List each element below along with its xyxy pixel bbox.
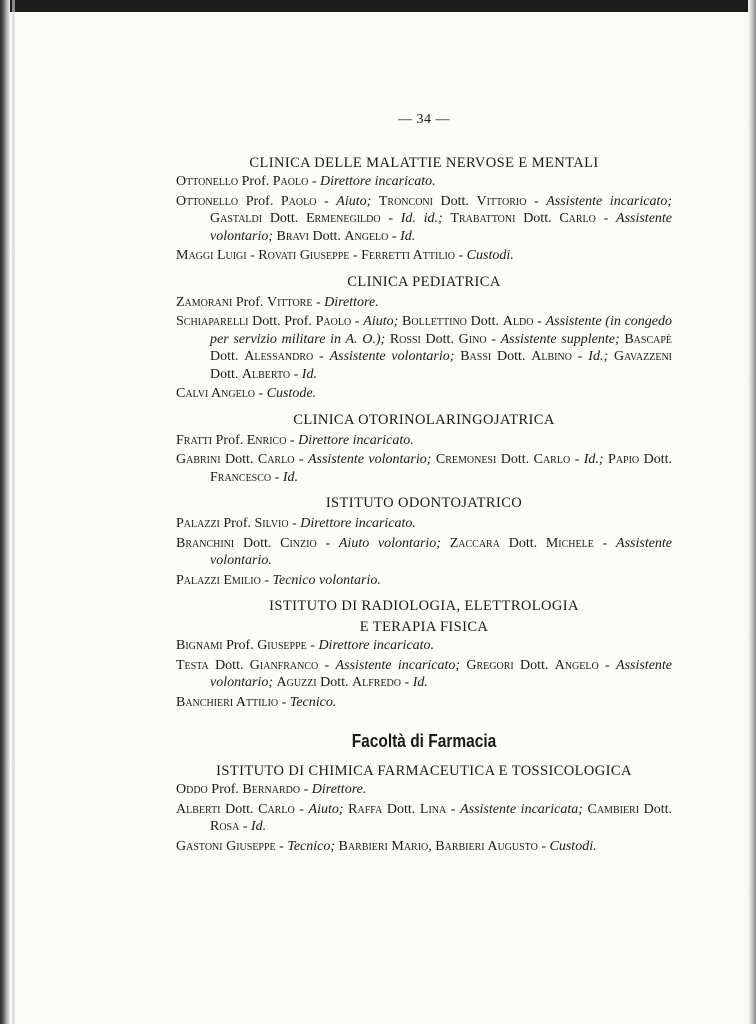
plain-text: - (255, 386, 267, 401)
role-text: Assistente (in congedo per servizio militare in A. O.); (210, 314, 672, 347)
role-text: Id. id.; (400, 211, 443, 226)
plain-text: - (246, 248, 259, 263)
scan-left-shadow (12, 0, 15, 1024)
role-text: Assistente volontario; (210, 211, 673, 244)
role-text: Aiuto; (363, 314, 399, 329)
person-name: Carlo (533, 452, 571, 467)
person-name: Carlo (258, 801, 295, 817)
role-text: Direttore incaricato. (320, 174, 436, 189)
person-name: Paolo (280, 193, 317, 209)
plain-text: - (380, 211, 401, 226)
person-name: Giuseppe (257, 638, 307, 653)
role-text: Id. (282, 469, 298, 485)
plain-text: - (446, 801, 461, 817)
plain-text (441, 536, 450, 551)
person-name: Alberti (176, 801, 221, 817)
staff-entry (176, 781, 672, 799)
person-name: Silvio (254, 516, 289, 531)
plain-text: Dott. (262, 211, 306, 226)
person-name: Paolo (315, 314, 352, 329)
role-text: Assistente incaricato; (546, 193, 673, 209)
plain-text: - (316, 193, 337, 209)
scan-right-edge (748, 0, 756, 1024)
person-name: Barbieri Augusto (435, 838, 538, 854)
role-text: Id.; (588, 349, 609, 364)
staff-entry (176, 535, 672, 570)
person-name: Cremonesi (435, 452, 497, 467)
staff-entry (176, 515, 672, 533)
person-name: Ermenegildo (305, 211, 381, 226)
plain-text: - (316, 535, 339, 551)
plain-text: - (455, 248, 467, 263)
plain-text: Dott. (496, 452, 534, 467)
person-name: Gastoni Giuseppe (176, 838, 276, 854)
role-text: Id.; (583, 452, 604, 467)
person-name: Alberto (241, 366, 291, 382)
plain-text: Dott. (316, 675, 352, 690)
person-name: Banchieri Attilio (176, 694, 279, 710)
plain-text: Prof. (232, 294, 267, 310)
plain-text: - (533, 314, 546, 329)
person-name: Bernardo (242, 782, 301, 797)
section (176, 411, 672, 487)
person-name: Papio (608, 452, 640, 467)
plain-text: Dott. (382, 801, 420, 817)
person-name: Bravi (276, 228, 309, 244)
plain-text: Dott. (309, 228, 345, 244)
person-name: Schiaparelli (176, 314, 249, 329)
plain-text: - (308, 174, 320, 189)
section (176, 494, 672, 589)
person-name: Bollettino (402, 314, 467, 329)
person-name: Rovati Giuseppe (258, 248, 350, 263)
person-name: Lina (419, 801, 447, 817)
person-name: Carlo (559, 211, 596, 226)
person-name: Gregori (466, 657, 514, 673)
staff-entry (176, 572, 672, 590)
plain-text: - (275, 838, 288, 854)
role-text: Assistente volontario; (329, 349, 455, 364)
section-heading: ISTITUTO DI CHIMICA FARMACEUTICA E TOSSICOLOGICA (216, 763, 632, 779)
plain-text: Dott. (639, 452, 672, 467)
person-name: Vittorio (476, 193, 527, 209)
role-text: Aiuto volontario; (338, 535, 441, 551)
plain-text: Dott. (208, 657, 250, 673)
section-heading: CLINICA OTORINOLARINGOJATRICA (293, 411, 555, 428)
staff-entry (176, 385, 672, 403)
person-name: Rossi (389, 331, 421, 347)
plain-text: - (294, 452, 308, 467)
person-name: Cambieri (587, 801, 640, 817)
plain-text: - (593, 535, 617, 551)
plain-text: Dott. (220, 801, 259, 817)
person-name: Albino (531, 349, 572, 364)
role-text: Direttore. (324, 294, 379, 310)
role-text: Id. (251, 819, 267, 834)
plain-text: Dott. (466, 314, 503, 329)
role-text: Assistente incaricato; (335, 657, 461, 673)
plain-text: Dott. (432, 193, 477, 209)
role-text: Id. (400, 228, 416, 244)
person-name: Paolo (272, 174, 309, 189)
faculty-heading: Facoltà di Farmacia (351, 731, 497, 751)
plain-text: - (598, 657, 617, 673)
plain-text: - (571, 349, 589, 364)
plain-text: Dott. Prof. (248, 314, 316, 329)
section (176, 273, 672, 403)
plain-text: - (286, 432, 299, 448)
person-name: Angelo (344, 228, 389, 244)
plain-text: - (294, 801, 309, 817)
section (176, 597, 672, 711)
staff-entry (176, 193, 672, 246)
staff-entry (176, 637, 672, 655)
document-page (176, 112, 672, 861)
role-text: Direttore. (311, 782, 367, 797)
farmacia-section-container (176, 762, 672, 855)
staff-entry (176, 313, 672, 383)
person-name: Branchini (176, 535, 235, 551)
role-text: Assistente incaricata; (460, 801, 583, 817)
staff-entry (176, 694, 672, 712)
person-name: Ottonello (176, 174, 239, 189)
scan-top-border (0, 0, 756, 12)
person-name: Alfredo (352, 675, 402, 690)
staff-entry (176, 247, 672, 265)
person-name: Raffa (348, 801, 383, 817)
plain-text: Prof. (219, 516, 255, 531)
person-name: Gianfranco (249, 657, 319, 673)
person-name: Vittore (266, 294, 313, 310)
role-text: Tecnico; (287, 838, 336, 854)
role-text: Id. (301, 366, 317, 382)
staff-entry (176, 173, 672, 191)
role-text: Direttore incaricato. (318, 638, 435, 653)
role-text: Assistente volontario. (210, 535, 673, 568)
person-name: Palazzi (176, 516, 220, 531)
person-name: Calvi Angelo (176, 386, 256, 401)
role-text: Id. (412, 675, 428, 690)
plain-text: Dott. (234, 535, 281, 551)
person-name: Angelo (554, 657, 599, 673)
person-name: Oddo (176, 782, 208, 797)
person-name: Zamorani (176, 294, 233, 310)
staff-entry (176, 451, 672, 486)
person-name: Gastaldi (210, 211, 263, 226)
person-name: Gavazzeni (613, 349, 673, 364)
plain-text: Dott. (639, 801, 673, 817)
plain-text: Prof. (212, 432, 247, 448)
plain-text: - (290, 366, 302, 382)
role-text: Assistente volontario; (210, 657, 673, 690)
person-name: Michele (545, 535, 594, 551)
plain-text: Dott. (420, 331, 459, 347)
role-text: Assistente supplente; (500, 331, 620, 347)
role-text: Tecnico volontario. (272, 572, 381, 588)
section-heading: ISTITUTO DI RADIOLOGIA, ELETTROLOGIA (269, 598, 579, 614)
person-name: Bascapè (624, 331, 673, 347)
person-name: Cinzio (280, 535, 317, 551)
plain-text: - (288, 516, 301, 531)
role-text: Direttore incaricato. (300, 516, 416, 531)
person-name: Bassi (460, 349, 492, 364)
plain-text: - (306, 638, 319, 653)
person-name: Gino (458, 331, 487, 347)
plain-text: - (300, 782, 312, 797)
plain-text: - (278, 694, 290, 710)
plain-text: Prof. (238, 174, 273, 189)
person-name: Gabrini (176, 452, 221, 467)
person-name: Aldo (502, 314, 534, 329)
person-name: Maggi Luigi (176, 248, 247, 263)
person-name: Trabattoni (450, 211, 516, 226)
plain-text: - (537, 838, 550, 854)
plain-text: Dott. (220, 452, 258, 467)
plain-text: Dott. (210, 349, 245, 364)
section-heading: ISTITUTO ODONTOJATRICO (325, 495, 523, 511)
person-name: Zaccara (449, 535, 500, 551)
person-name: Palazzi Emilio (176, 572, 261, 588)
plain-text: - (313, 349, 330, 364)
plain-text: Dott. (499, 535, 546, 551)
plain-text: Dott. (513, 657, 555, 673)
plain-text: Dott. (491, 349, 532, 364)
section (176, 154, 672, 265)
plain-text: - (388, 228, 401, 244)
plain-text (371, 194, 379, 209)
role-text: Custodi. (466, 248, 514, 263)
sections-container (176, 154, 672, 711)
staff-entry (176, 432, 672, 450)
plain-text: - (239, 819, 252, 834)
plain-text: - (349, 248, 362, 263)
person-name: Ottonello (176, 193, 239, 209)
role-text: Custodi. (549, 838, 597, 854)
person-name: Enrico (246, 432, 287, 448)
section (176, 762, 672, 855)
plain-text: Dott. (515, 211, 560, 226)
person-name: Barbieri Mario (338, 838, 429, 854)
plain-text: - (351, 314, 364, 329)
plain-text: - (486, 331, 501, 347)
section-heading: E TERAPIA FISICA (359, 619, 489, 635)
scan-left-binding-edge (0, 0, 10, 1024)
plain-text: - (401, 675, 413, 690)
staff-entry (176, 657, 672, 692)
section-heading: CLINICA DELLE MALATTIE NERVOSE E MENTALI (249, 155, 599, 171)
plain-text: - (570, 452, 584, 467)
person-name: Testa (176, 657, 209, 673)
plain-text: - (526, 193, 547, 209)
staff-entry (176, 294, 672, 312)
role-text: Direttore incaricato. (298, 432, 414, 448)
role-text: Assistente volontario; (307, 452, 432, 467)
plain-text: - (312, 294, 325, 310)
plain-text: Prof. (207, 782, 243, 797)
role-text: Aiuto; (336, 193, 372, 209)
person-name: Rosa (210, 819, 240, 834)
plain-text: , (428, 838, 436, 854)
plain-text: - (318, 657, 336, 673)
plain-text: Dott. (210, 366, 242, 382)
plain-text: - (271, 469, 283, 485)
staff-entry (176, 838, 672, 856)
plain-text: - (260, 572, 273, 588)
staff-entry (176, 801, 672, 836)
plain-text: - (595, 211, 617, 226)
section-heading: CLINICA PEDIATRICA (347, 273, 501, 290)
person-name: Ferretti Attilio (361, 248, 455, 263)
person-name: Fratti (176, 432, 213, 448)
person-name: Tronconi (378, 193, 433, 209)
person-name: Aguzzi (276, 675, 317, 690)
page-number: — 34 — (398, 112, 450, 127)
plain-text: Prof. (222, 638, 258, 653)
role-text: Custode. (266, 386, 317, 401)
person-name: Bignami (176, 638, 223, 653)
person-name: Alessandro (244, 349, 314, 364)
plain-text: Prof. (238, 193, 281, 209)
role-text: Aiuto; (308, 801, 344, 817)
person-name: Carlo (257, 452, 295, 467)
role-text: Tecnico. (289, 694, 337, 710)
person-name: Francesco (210, 469, 272, 485)
